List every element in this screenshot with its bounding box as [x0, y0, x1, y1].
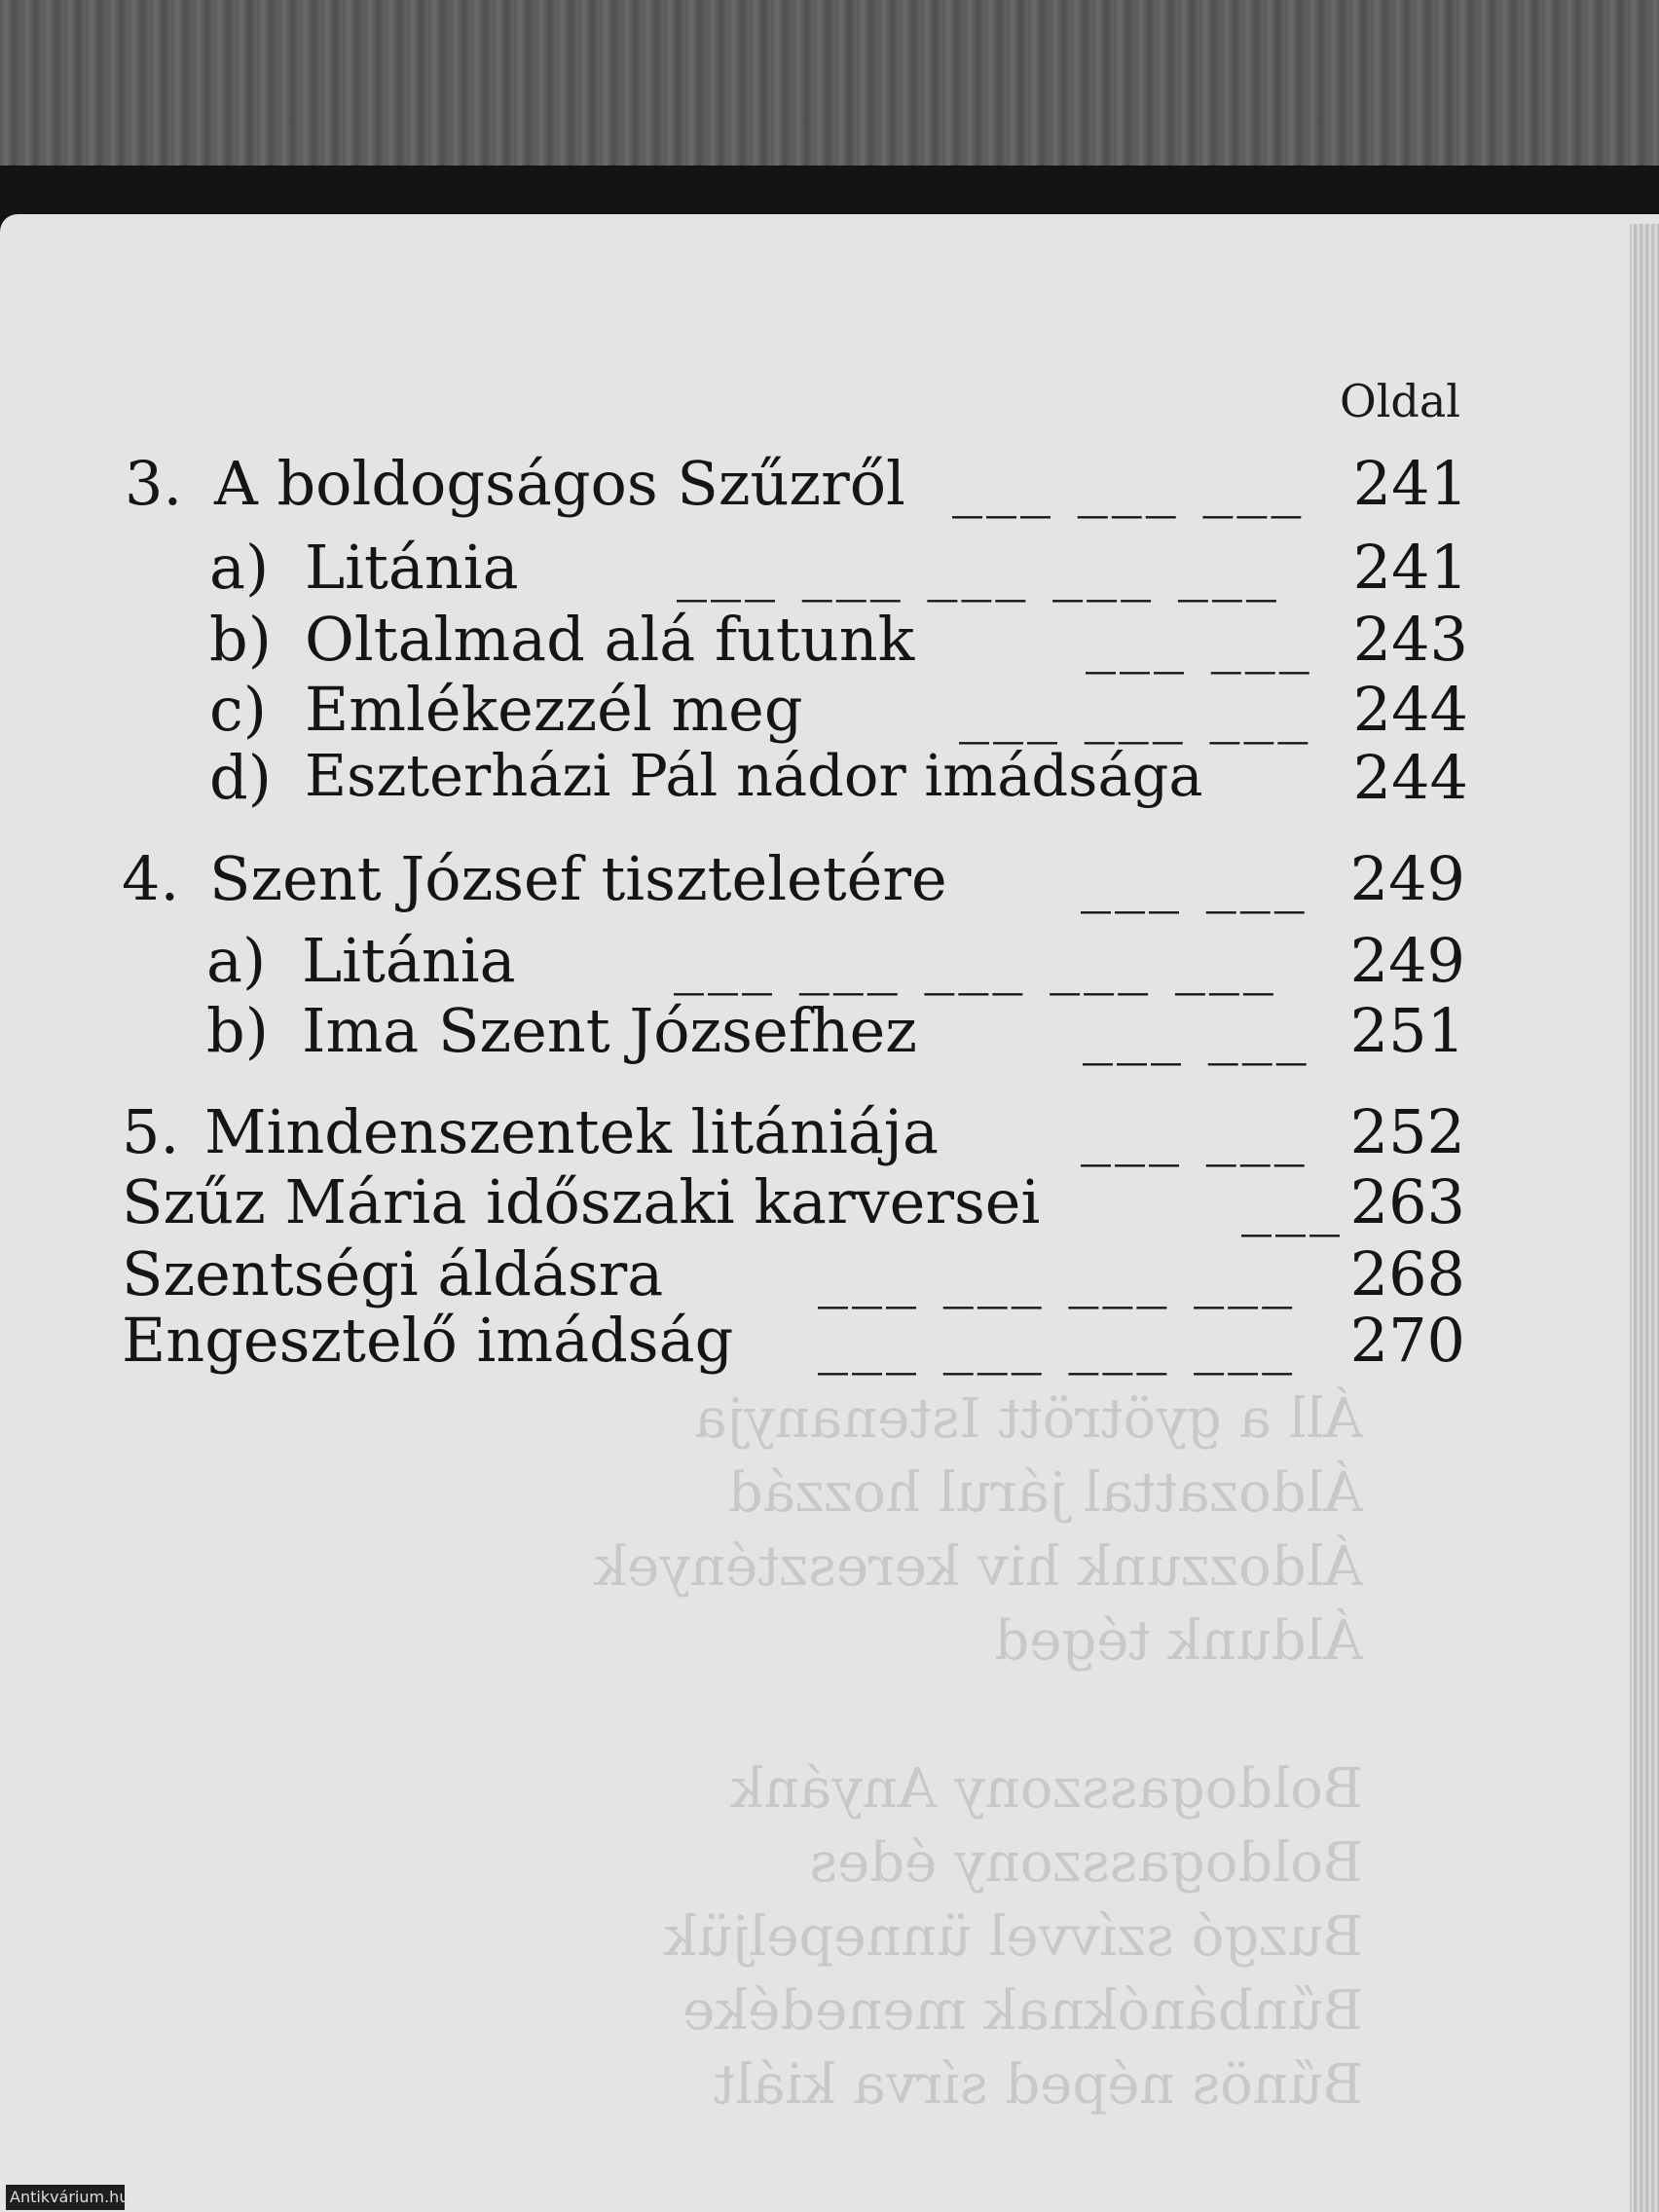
show-through-line: Boldogasszony Anyánk — [730, 1757, 1363, 1821]
entry-page: 241 — [1352, 532, 1468, 603]
entry-leader: ___ ___ ___ ___ ___ — [674, 925, 1277, 996]
entry-number: b) — [206, 995, 269, 1066]
entry-leader: ___ ___ ___ — [959, 674, 1312, 745]
entry-page: 249 — [1349, 843, 1465, 914]
entry-leader: ___ ___ ___ ___ — [818, 1305, 1297, 1376]
entry-number: d) — [209, 742, 272, 813]
entry-page: 243 — [1352, 604, 1468, 675]
show-through-line: Áldunk téged — [994, 1609, 1363, 1673]
page-column-header: Oldal — [1339, 375, 1460, 427]
entry-title: Szent József tiszteletére — [209, 843, 947, 914]
watermark-logo: Antikvárium.hu — [6, 2185, 125, 2210]
entry-number: a) — [209, 532, 270, 603]
entry-title: Ima Szent Józsefhez — [302, 995, 917, 1066]
entry-leader: ___ ___ ___ ___ — [818, 1238, 1297, 1309]
entry-number: 4. — [122, 843, 180, 914]
show-through-line: Buzgó szívvel ünnepeljük — [664, 1905, 1363, 1969]
entry-title: Litánia — [305, 532, 519, 603]
entry-leader: ___ ___ — [1083, 995, 1310, 1066]
entry-page: 251 — [1349, 995, 1465, 1066]
entry-leader: ___ ___ ___ ___ ___ — [677, 532, 1280, 603]
entry-title: Mindenszentek litániája — [204, 1096, 939, 1167]
entry-title: Emlékezzél meg — [305, 674, 803, 745]
entry-leader: ___ ___ — [1081, 1096, 1309, 1167]
entry-leader: ___ ___ — [1081, 843, 1309, 914]
show-through-line: Boldogasszony édes — [809, 1831, 1363, 1895]
entry-number: 5. — [122, 1096, 180, 1167]
show-through-line: Bűnös néped sírva kiált — [713, 2053, 1363, 2117]
toc-entry — [206, 925, 1465, 996]
toc-entry — [209, 742, 1468, 813]
entry-number: b) — [209, 604, 272, 675]
toc-entry — [209, 532, 1468, 603]
toc-entry — [122, 1305, 1465, 1376]
toc-entry — [206, 995, 1465, 1066]
show-through-line: Áldozattal járul hozzád — [727, 1461, 1363, 1525]
entry-number: 3. — [125, 448, 183, 519]
entry-page: 268 — [1349, 1238, 1465, 1309]
entry-page: 244 — [1352, 674, 1468, 745]
show-through-text — [58, 1382, 1363, 2122]
entry-page: 244 — [1352, 742, 1468, 813]
entry-page: 263 — [1349, 1166, 1465, 1237]
entry-number: c) — [209, 674, 267, 745]
entry-title: A boldogságos Szűzről — [214, 448, 905, 519]
toc-entry — [122, 1238, 1465, 1307]
entry-page: 241 — [1352, 448, 1468, 519]
toc-entry — [122, 1096, 1465, 1167]
entry-leader: ___ ___ ___ — [952, 448, 1306, 519]
entry-title: Engesztelő imádság — [122, 1305, 734, 1376]
toc-entry — [125, 448, 1468, 519]
entry-title: Litánia — [302, 925, 516, 996]
entry-title: Szűz Mária időszaki karversei — [122, 1166, 1041, 1237]
show-through-line: Áldozzunk hiv keresztények — [594, 1535, 1363, 1599]
entry-page: 252 — [1349, 1096, 1465, 1167]
show-through-line: Bűnbánóknak menedéke — [682, 1979, 1363, 2043]
toc-entry — [209, 604, 1468, 675]
entry-title: Szentségi áldásra — [122, 1238, 664, 1309]
entry-page: 270 — [1349, 1305, 1465, 1376]
page-stack-edge — [1630, 224, 1659, 2212]
entry-title: Oltalmad alá futunk — [305, 604, 915, 675]
entry-leader: ___ — [1241, 1166, 1344, 1237]
entry-title: Eszterházi Pál nádor imádsága — [305, 742, 1203, 809]
toc-entry — [122, 843, 1465, 914]
toc-entry — [122, 1166, 1465, 1235]
entry-page: 249 — [1349, 925, 1465, 996]
entry-number: a) — [206, 925, 267, 996]
toc-entry — [209, 674, 1468, 745]
show-through-line: Áll a gyötrött Istenanyja — [694, 1387, 1363, 1451]
entry-leader: ___ ___ — [1086, 604, 1313, 675]
